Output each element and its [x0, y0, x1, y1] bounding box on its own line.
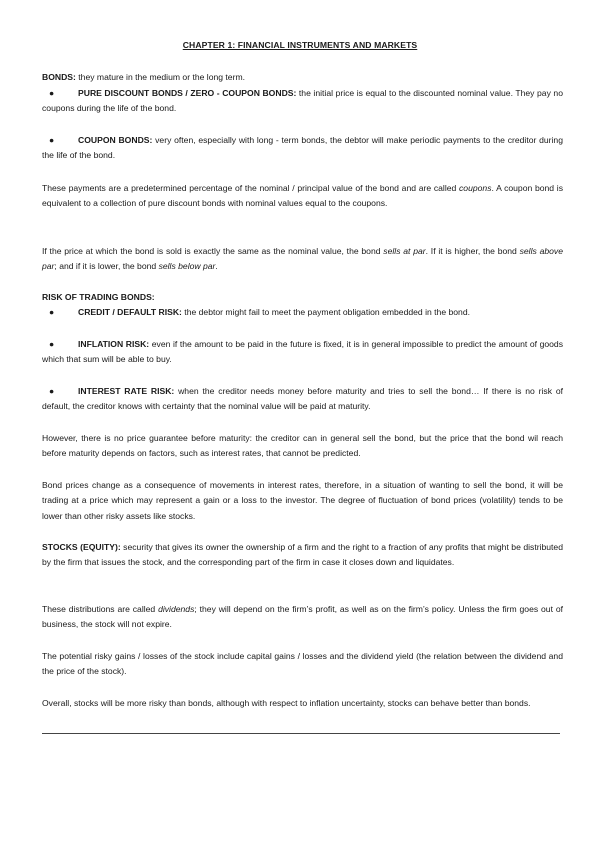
risk-heading: RISK OF TRADING BONDS:: [42, 292, 155, 302]
bullet-coupon-bonds: [42, 133, 563, 164]
stocks-text: security that gives its owner the ownership of a firm and the right to a fraction of any profits that might be distributed by the firm that issues the stock, and the corresponding part of the firm in case it closes down and liquidates.: [42, 542, 563, 568]
price-guarantee-paragraph: However, there is no price guarantee before maturity: the creditor can in general sell the bond, but the price that the bond wil reach before maturity depends on factors, such as interest rates, that cannot be predicted.: [42, 433, 563, 459]
bullet-icon: ●: [49, 135, 55, 145]
coupon-bonds-text: very often, especially with long - term bonds, the debtor will make periodic payments to the creditor during the life of the bond.: [42, 135, 563, 161]
bonds-heading: BONDS:: [42, 72, 76, 82]
coupons-paragraph-text: These payments are a predetermined percentage of the nominal / principal value of the bond and are called: [42, 183, 459, 193]
stocks-paragraph: [42, 540, 563, 571]
bonds-intro: [42, 70, 563, 85]
inflation-risk-text: even if the amount to be paid in the future is fixed, it is in general impossible to predict the amount of goods which that sum will be able to buy.: [42, 339, 563, 365]
par-text-3: ; and if it is lower, the bond: [54, 261, 159, 272]
dividends-text-1: These distributions are called: [42, 604, 159, 614]
bonds-intro-text: they mature in the medium or the long term.: [75, 72, 245, 82]
credit-risk-heading: CREDIT / DEFAULT RISK:: [78, 307, 182, 317]
inflation-risk-heading: INFLATION RISK:: [78, 339, 150, 349]
divider: [42, 733, 560, 734]
coupon-bonds-heading: COUPON BONDS:: [78, 135, 153, 145]
bullet-icon: ●: [49, 307, 55, 317]
dividends-term: dividends: [158, 604, 195, 614]
bullet-pure-discount: [42, 86, 563, 117]
par-text-2: . If it is higher, the bond: [425, 246, 520, 256]
bullet-inflation-risk: [42, 337, 563, 368]
coupons-term: coupons: [459, 183, 492, 193]
gains-paragraph: The potential risky gains / losses of the stock include capital gains / losses and the dividend yield (the relation between the dividend and the price of the stock).: [42, 651, 563, 677]
bullet-credit-risk: [42, 305, 563, 320]
coupons-paragraph: [42, 181, 563, 212]
interest-rate-risk-heading: INTEREST RATE RISK:: [78, 386, 175, 396]
pure-discount-heading: PURE DISCOUNT BONDS / ZERO - COUPON BONDS:: [78, 88, 297, 98]
par-text-1: If the price at which the bond is sold is exactly the same as the nominal value, the bond: [42, 246, 384, 256]
bullet-icon: ●: [49, 386, 55, 396]
interest-rate-risk-text: when the creditor needs money before maturity and tries to sell the bond… If there is no risk of default, the creditor knows with certainty that the nominal value will be paid at maturity.: [42, 386, 563, 412]
overall-paragraph: Overall, stocks will be more risky than bonds, although with respect to inflation uncertainty, stocks can behave better than bonds.: [42, 698, 531, 708]
coupons-paragraph-text-2: . A coupon bond is equivalent to a collection of pure discount bonds with nominal values equal to the coupons.: [42, 183, 563, 209]
par-paragraph: [42, 244, 563, 275]
bullet-icon: ●: [49, 339, 55, 349]
dividends-paragraph: [42, 602, 563, 633]
chapter-title: CHAPTER 1: FINANCIAL INSTRUMENTS AND MARKETS: [182, 40, 418, 50]
bullet-interest-rate-risk: [42, 384, 563, 415]
bond-prices-paragraph: Bond prices change as a consequence of movements in interest rates, therefore, in a situation of wanting to sell the bond, it will be trading at a price which may represent a gain or a loss to the investor. The degree of fluctuation of bond prices (volatility) tends to be lower than other risky assets like stocks.: [42, 480, 563, 521]
dividends-text-2: ; they will depend on the firm’s profit, as well as on the firm’s policy. Unless the firm goes out of business, the stock will not expire.: [42, 604, 563, 630]
par-text-4: .: [215, 261, 218, 272]
sells-above-par-term: sells above par: [42, 246, 563, 272]
pure-discount-text: the initial price is equal to the discounted nominal value. They pay no coupons during the life of the bond.: [42, 88, 563, 114]
risk-heading-line: [42, 290, 563, 305]
bullet-icon: ●: [49, 88, 55, 98]
sells-below-par-term: sells below par: [158, 261, 216, 272]
credit-risk-text: the debtor might fail to meet the payment obligation embedded in the bond.: [181, 307, 471, 317]
stocks-heading: STOCKS (EQUITY):: [42, 542, 121, 552]
sells-at-par-term: sells at par: [383, 246, 426, 256]
